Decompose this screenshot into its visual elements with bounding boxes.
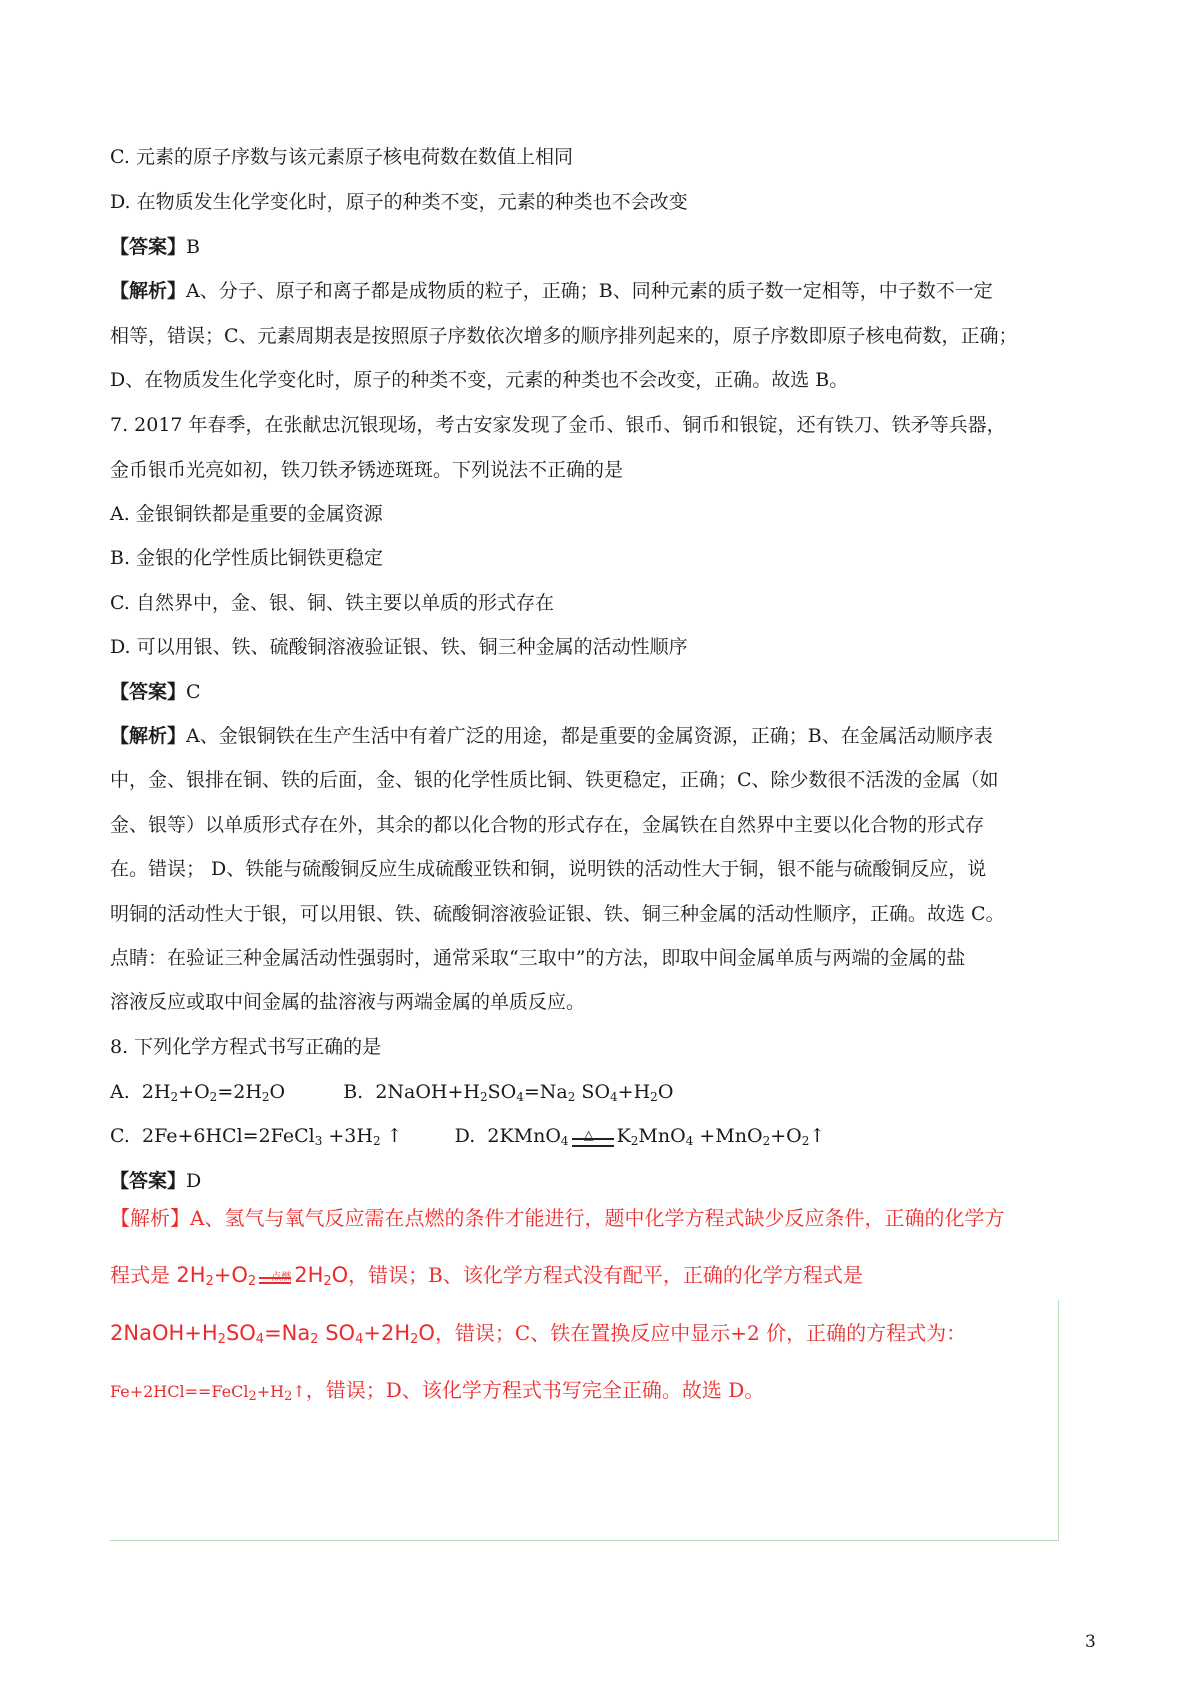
equation-2: $2NaOH+H_2SO_4=Na_2$ $SO_4+2H_2O$	[110, 1321, 435, 1347]
q8-analysis-line-4: $Fe+2HCl==FeCl_2+H_2↑$，错误；D、该化学方程式书写完全正确。故选 D。	[110, 1378, 765, 1404]
analysis-label: 【解析】	[110, 725, 187, 747]
q7-analysis-line-4: 在。错误； D、铁能与硫酸铜反应生成硫酸亚铁和铜，说明铁的活动性大于铜，银不能与硫酸铜反应，说	[110, 858, 987, 880]
q7-option-a: A. 金银铜铁都是重要的金属资源	[110, 503, 383, 525]
q8-option-a: A. $2H_2+O_2=2H_2O$	[110, 1081, 286, 1104]
page-number: 3	[1085, 1632, 1096, 1652]
q8-options-row-1	[110, 1080, 673, 1104]
q8-option-d: D. 2KMnO$_4$ △ $K_2MnO_4$ $+MnO_2+O_2↑$	[454, 1125, 826, 1148]
q7-option-b: B. 金银的化学性质比铜铁更稳定	[110, 547, 384, 569]
q8-analysis-line-2: 程式是 $2H_2+O_2$ 点燃 $2H_2O$，错误；B、该化学方程式没有配平，正确的化学方程式是	[110, 1263, 863, 1289]
q7-answer	[110, 680, 201, 704]
analysis-text: A、金银铜铁在生产生活中有着广泛的用途，都是重要的金属资源，正确；B、在金属活动顺序表	[186, 725, 993, 747]
q7-stem-line-1: 7. 2017 年春季，在张献忠沉银现场，考古安家发现了金币、银币、铜币和银锭，还有铁刀、铁矛等兵器，	[110, 414, 1006, 436]
answer-label: 【答案】	[110, 236, 187, 258]
q7-tip-line-2: 溶液反应或取中间金属的盐溶液与两端金属的单质反应。	[110, 991, 586, 1013]
answer-label: 【答案】	[110, 1170, 187, 1192]
analysis-label: 【解析】	[110, 1206, 190, 1230]
q8-analysis-line-3: $2NaOH+H_2SO_4=Na_2$ $SO_4+2H_2O$，错误；C、铁在置换反应中显示+2 价，正确的方程式为：	[110, 1321, 967, 1347]
q7-analysis-line-5: 明铜的活动性大于银，可以用银、铁、硫酸铜溶液验证银、铁、铜三种金属的活动性顺序，正确。故选 C。	[110, 903, 1005, 925]
q6-answer	[110, 235, 200, 259]
q7-tip-line-1: 点睛：在验证三种金属活动性强弱时，通常采取“三取中”的方法，即取中间金属单质与两端的金属的盐	[110, 947, 966, 969]
answer-value: B	[186, 236, 200, 258]
q7-analysis-line-1	[110, 724, 993, 748]
q7-option-d: D. 可以用银、铁、硫酸铜溶液验证银、铁、铜三种金属的活动性顺序	[110, 636, 688, 658]
q8-option-c: C. 2Fe+6HCl=2FeCl$_3$ $+3H_2$ ↑	[110, 1125, 403, 1148]
analysis-text: A、氢气与氧气反应需在点燃的条件才能进行，题中化学方程式缺少反应条件，正确的化学方	[190, 1206, 1005, 1230]
ignition-condition: 点燃	[257, 1265, 293, 1287]
q7-analysis-line-3: 金、银等）以单质形式存在外，其余的都以化合物的形式存在，金属铁在自然界中主要以化合物的形式存	[110, 814, 985, 836]
equation-3: $Fe+2HCl==FeCl_2+H_2↑$	[110, 1382, 306, 1404]
answer-value: D	[186, 1170, 202, 1192]
q7-stem-line-2: 金币银币光亮如初，铁刀铁矛锈迹斑斑。下列说法不正确的是	[110, 459, 624, 481]
q8-option-b: B. $2NaOH+H_2SO_4=Na_2$ $SO_4+H_2O$	[343, 1081, 674, 1104]
q8-stem: 8. 下列化学方程式书写正确的是	[110, 1036, 382, 1058]
q7-analysis-line-2: 中，金、银排在铜、铁的后面，金、银的化学性质比铜、铁更稳定，正确；C、除少数很不活泼的金属（如	[110, 769, 999, 791]
q8-answer	[110, 1169, 201, 1193]
q8-analysis-line-1	[110, 1205, 1004, 1231]
analysis-text: A、分子、原子和离子都是成物质的粒子，正确；B、同种元素的质子数一定相等，中子数不一定	[186, 280, 993, 302]
equation-1: $2H_2+O_2$ 点燃 $2H_2O$	[176, 1263, 349, 1289]
analysis-label: 【解析】	[110, 280, 187, 302]
q8-options-row-2	[110, 1124, 825, 1148]
q6-analysis-line-1	[110, 279, 993, 303]
q6-option-c: C. 元素的原子序数与该元素原子核电荷数在数值上相同	[110, 146, 573, 168]
q6-option-d: D. 在物质发生化学变化时，原子的种类不变，元素的种类也不会改变	[110, 191, 688, 213]
q6-analysis-line-3: D、在物质发生化学变化时，原子的种类不变，元素的种类也不会改变，正确。故选 B。	[110, 369, 849, 391]
heating-condition: △	[570, 1126, 616, 1148]
q6-analysis-line-2: 相等，错误；C、元素周期表是按照原子序数依次增多的顺序排列起来的，原子序数即原子核电荷数，正确；	[110, 325, 1018, 347]
answer-value: C	[186, 681, 201, 703]
q7-option-c: C. 自然界中，金、银、铜、铁主要以单质的形式存在	[110, 592, 554, 614]
answer-label: 【答案】	[110, 681, 187, 703]
